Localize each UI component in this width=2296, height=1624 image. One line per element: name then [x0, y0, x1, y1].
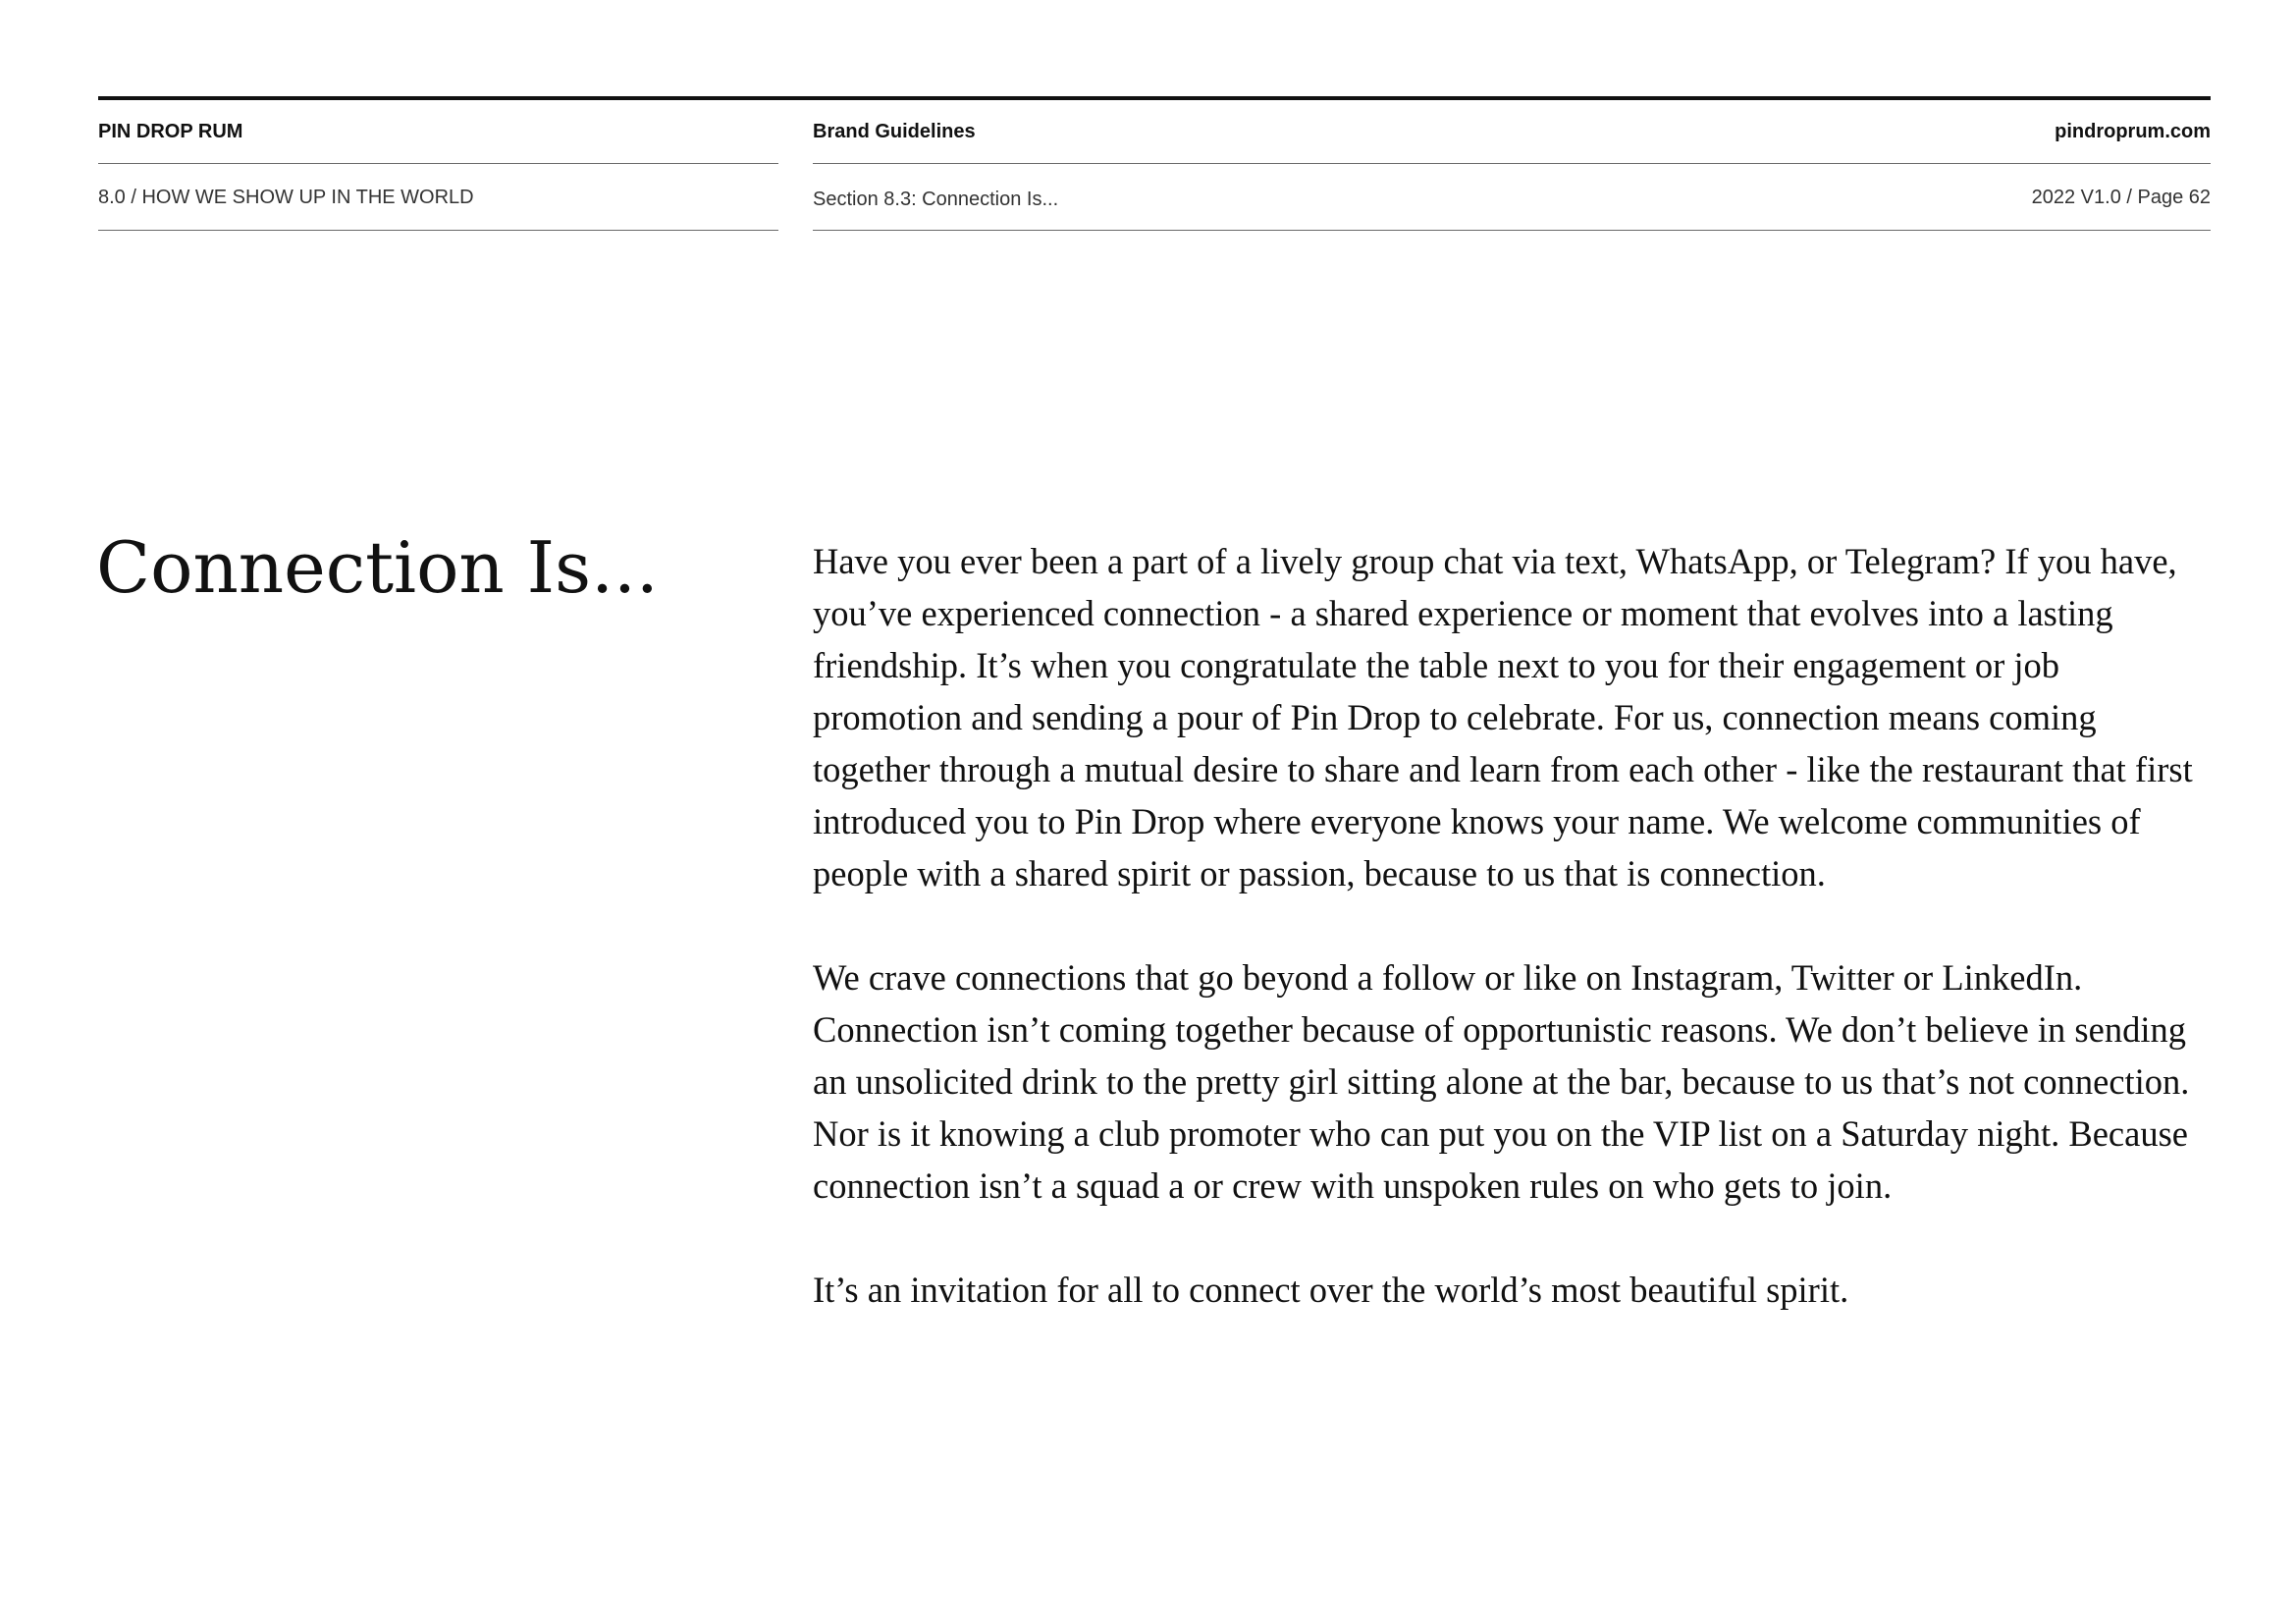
chapter-label: 8.0 / HOW WE SHOW UP IN THE WORLD: [98, 187, 474, 208]
body-paragraph: It’s an invitation for all to connect over the world’s most beautiful spirit.: [813, 1270, 1849, 1310]
subheader-rule-right: [813, 230, 2211, 231]
header-top-rule: [98, 96, 2211, 100]
header-rule-right: [813, 163, 2211, 164]
header-rule-left: [98, 163, 778, 164]
version-page-label: 2022 V1.0 / Page 62: [2031, 187, 2211, 208]
brand-name: PIN DROP RUM: [98, 121, 243, 142]
page-title: Connection Is...: [96, 526, 659, 609]
subheader-rule-left: [98, 230, 778, 231]
body-paragraph: Have you ever been a part of a lively group chat via text, WhatsApp, or Telegram? If you have, you’ve experienced connection - a shared experience or moment that evolves into a lasting friendship. It’s when you congratulate the table next to you for their engagement or job promotion and sending a pour of Pin Drop to celebrate. For us, connection means coming together through a mutual desire to share and learn from each other - like the restaurant that first introduced you to Pin Drop where everyone knows your name. We welcome communities of people with a shared spirit or passion, because to us that is connection.: [813, 541, 2193, 893]
body-copy: [813, 535, 2207, 1316]
document-title: Brand Guidelines: [813, 121, 976, 142]
section-label: Section 8.3: Connection Is...: [813, 189, 1059, 210]
website-url: pindroprum.com: [2055, 121, 2211, 142]
body-paragraph: We crave connections that go beyond a follow or like on Instagram, Twitter or LinkedIn. Connection isn’t coming together because of opportunistic reasons. We don’t believe in sending an unsolicited drink to the pretty girl sitting alone at the bar, because to us that’s not connection. Nor is it knowing a club promoter who can put you on the VIP list on a Saturday night. Because connection isn’t a squad a or crew with unspoken rules on who gets to join.: [813, 957, 2190, 1206]
